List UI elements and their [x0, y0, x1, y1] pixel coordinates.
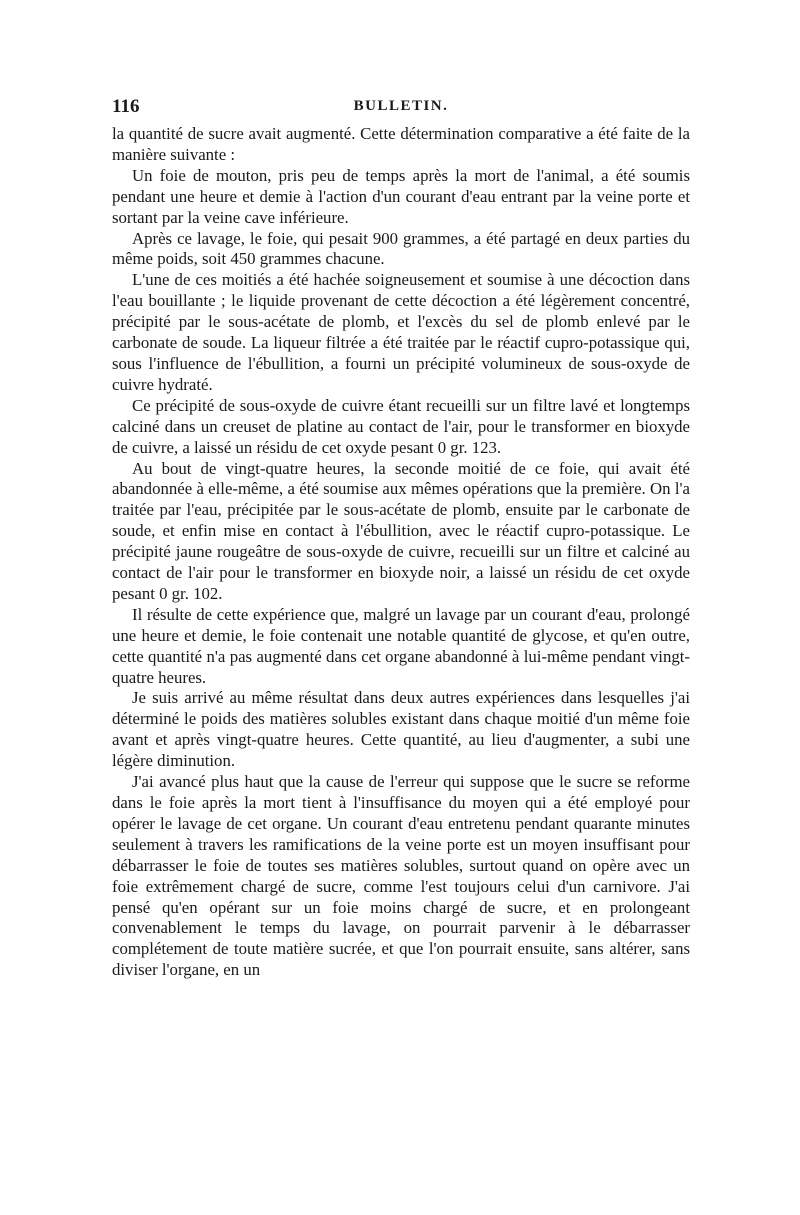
- paragraph-4: L'une de ces moitiés a été hachée soigneusement et soumise à une décoction dans l'eau bouillante ; le liquide provenant de cette décoction a été légèrement concentré, précipité par le sous-acétate de plomb, et l'excès du sel de plomb enlevé par le carbonate de soude. La liqueur filtrée a été traitée par le réactif cupro-potassique qui, sous l'influence de l'ébullition, a fourni un précipité volumineux de sous-oxyde de cuivre hydraté.: [112, 270, 690, 394]
- body-text: [112, 124, 690, 981]
- paragraph-7: Il résulte de cette expérience que, malgré un lavage par un courant d'eau, prolongé une heure et demie, le foie contenait une notable quantité de glycose, et qu'en outre, cette quantité n'a pas augmenté dans cet organe abandonné à lui-même pendant vingt-quatre heures.: [112, 604, 690, 687]
- page-header: [112, 92, 690, 120]
- paragraph-5: Ce précipité de sous-oxyde de cuivre étant recueilli sur un filtre lavé et longtemps calciné dans un creuset de platine au contact de l'air, pour le transformer en bioxyde de cuivre, a laissé un résidu de cet oxyde pesant 0 gr. 123.: [112, 395, 690, 457]
- running-title: BULLETIN.: [353, 98, 449, 114]
- paragraph-9: J'ai avancé plus haut que la cause de l'erreur qui suppose que le sucre se reforme dans le foie après la mort tient à l'insuffisance du moyen qui a été employé pour opérer le lavage de cet organe. Un courant d'eau entretenu pendant quarante minutes seulement à travers les ramifications de la veine porte est un moyen insuffisant pour débarrasser le foie de toutes ses matières solubles, surtout quand on opère avec un foie extrêmement chargé de sucre, comme l'est toujours celui d'un carnivore. J'ai pensé qu'en opérant sur un foie moins chargé de sucre, et en prolongeant convenablement le temps du lavage, on pourrait parvenir à le débarrasser complétement de toute matière sucrée, et que l'on pourrait ensuite, sans altérer, sans diviser l'organe, en un: [112, 772, 690, 980]
- document-page: [112, 92, 690, 981]
- paragraph-3: Après ce lavage, le foie, qui pesait 900 grammes, a été partagé en deux parties du même poids, soit 450 grammes chacune.: [112, 228, 690, 269]
- paragraph-1: la quantité de sucre avait augmenté. Cette détermination comparative a été faite de la manière suivante :: [112, 124, 690, 164]
- paragraph-6: Au bout de vingt-quatre heures, la seconde moitié de ce foie, qui avait été abandonnée à elle-même, a été soumise aux mêmes opérations que la première. On l'a traitée par l'eau, précipitée par le sous-acétate de plomb, ensuite par le carbonate de soude, et enfin mise en contact à l'ébullition, avec le réactif cupro-potassique. Le précipité jaune rougeâtre de sous-oxyde de cuivre, recueilli sur un filtre et calciné au contact de l'air pour le transformer en bioxyde noir, a laissé un résidu de cet oxyde pesant 0 gr. 102.: [112, 458, 690, 603]
- paragraph-2: Un foie de mouton, pris peu de temps après la mort de l'animal, a été soumis pendant une heure et demie à l'action d'un courant d'eau entrant par la veine porte et sortant par la veine cave inférieure.: [112, 165, 690, 227]
- page-number: 116: [112, 96, 140, 117]
- paragraph-8: Je suis arrivé au même résultat dans deux autres expériences dans lesquelles j'ai déterminé le poids des matières solubles existant dans chaque moitié d'un même foie avant et après vingt-quatre heures. Cette quantité, au lieu d'augmenter, a subi une légère diminution.: [112, 688, 690, 771]
